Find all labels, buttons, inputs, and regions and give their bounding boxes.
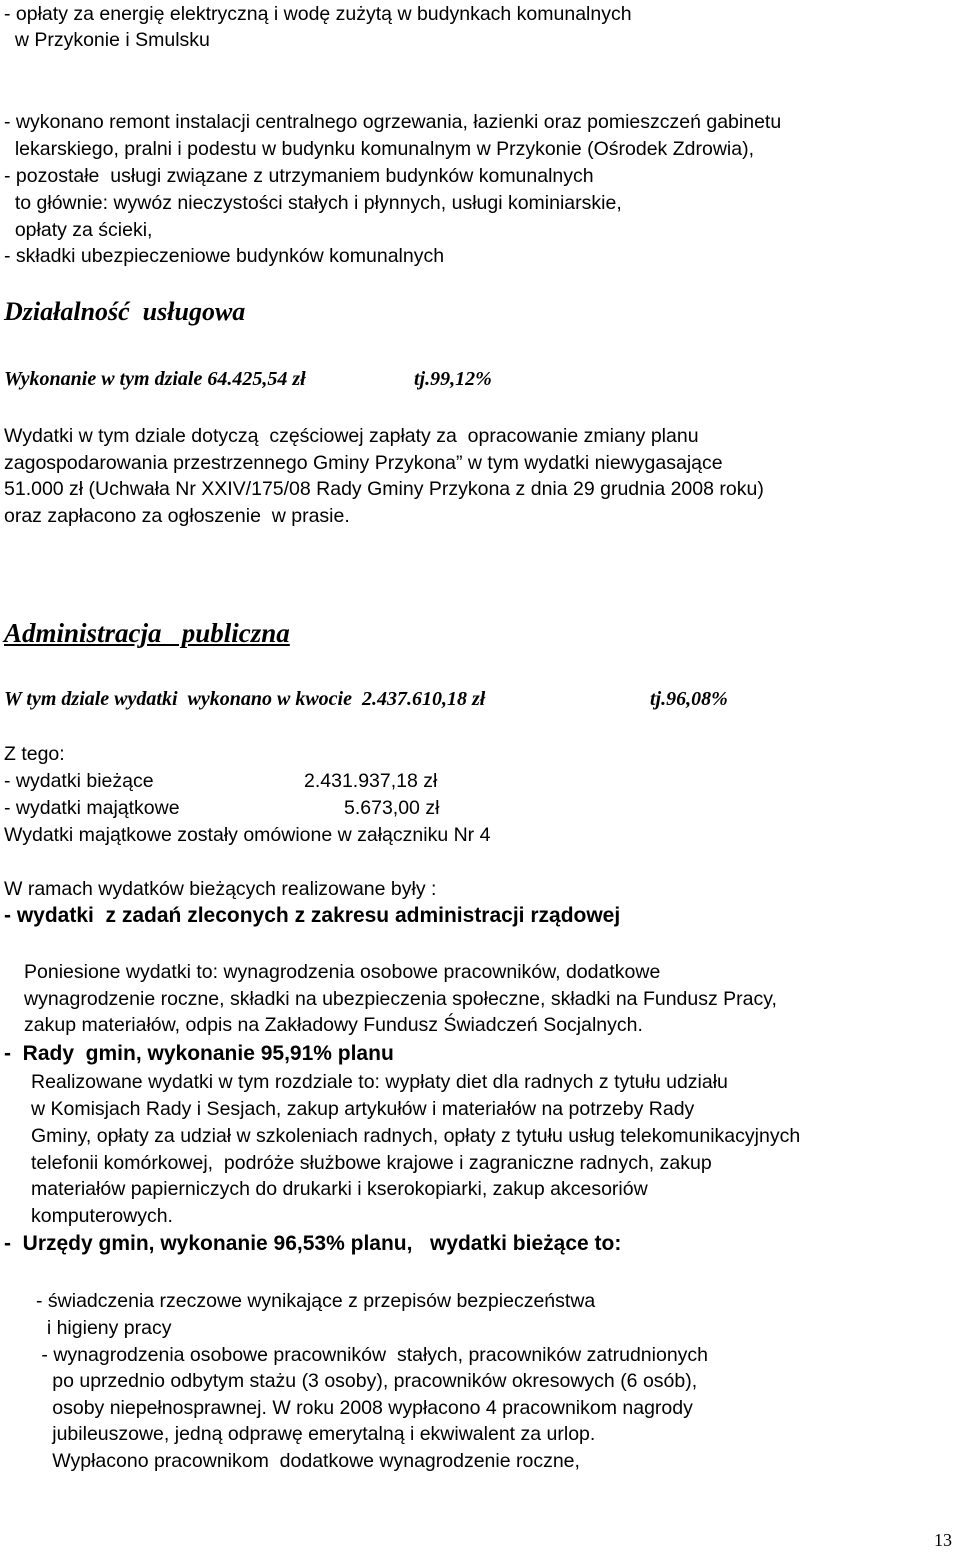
text-line: po uprzednio odbytym stażu (3 osoby), pracowników okresowych (6 osób), xyxy=(36,1370,698,1392)
text-line: Poniesione wydatki to: wynagrodzenia osobowe pracowników, dodatkowe xyxy=(24,961,661,983)
text-line: - świadczenia rzeczowe wynikające z przepisów bezpieczeństwa xyxy=(36,1290,596,1312)
text-line: Wypłacono pracownikom dodatkowe wynagrodzenie roczne, xyxy=(36,1450,580,1472)
text-line: jubileuszowe, jedną odprawę emerytalną i ekwiwalent za urlop. xyxy=(36,1423,596,1445)
expense-label: - wydatki majątkowe xyxy=(4,797,180,819)
expense-label: - wydatki bieżące xyxy=(4,770,154,792)
text-line: w Przykonie i Smulsku xyxy=(4,29,210,51)
text-line: oraz zapłacono za ogłoszenie w prasie. xyxy=(4,505,350,527)
text-line: zagospodarowania przestrzennego Gminy Przykona” w tym wydatki niewygasające xyxy=(4,452,723,474)
text-line: - pozostałe usługi związane z utrzymaniem budynków komunalnych xyxy=(4,165,594,187)
subsection-heading: - wydatki z zadań zleconych z zakresu administracji rządowej xyxy=(4,904,621,927)
text-line: Wydatki w tym dziale dotyczą częściowej zapłaty za opracowanie zmiany planu xyxy=(4,425,699,447)
text-line: w Komisjach Rady i Sesjach, zakup artykułów i materiałów na potrzeby Rady xyxy=(31,1098,695,1120)
text-line: to głównie: wywóz nieczystości stałych i płynnych, usługi kominiarskie, xyxy=(4,192,622,214)
section-heading: Działalność usługowa xyxy=(4,297,246,326)
text-line: i higieny pracy xyxy=(36,1317,172,1339)
text-line: Realizowane wydatki w tym rozdziale to: wypłaty diet dla radnych z tytułu udziału xyxy=(31,1071,728,1093)
text-line: - opłaty za energię elektryczną i wodę zużytą w budynkach komunalnych xyxy=(4,3,632,25)
expense-value: 5.673,00 zł xyxy=(344,797,440,819)
expense-value: 2.431.937,18 zł xyxy=(304,770,438,792)
text-line: lekarskiego, pralni i podestu w budynku komunalnym w Przykonie (Ośrodek Zdrowia), xyxy=(4,138,754,160)
text-line: komputerowych. xyxy=(31,1205,173,1227)
text-line: - składki ubezpieczeniowe budynków komunalnych xyxy=(4,245,445,267)
text-line: - wynagrodzenia osobowe pracowników stałych, pracowników zatrudnionych xyxy=(36,1344,709,1366)
text-line: Gminy, opłaty za udział w szkoleniach radnych, opłaty z tytułu usług telekomunikacyjnych xyxy=(31,1125,801,1147)
text-line: opłaty za ścieki, xyxy=(4,219,153,241)
text-line: telefonii komórkowej, podróże służbowe krajowe i zagraniczne radnych, zakup xyxy=(31,1152,712,1174)
text-line: osoby niepełnosprawnej. W roku 2008 wypłacono 4 pracownikom nagrody xyxy=(36,1397,693,1419)
text-line: Wydatki majątkowe zostały omówione w załączniku Nr 4 xyxy=(4,824,491,846)
text-line: 51.000 zł (Uchwała Nr XXIV/175/08 Rady Gminy Przykona z dnia 29 grudnia 2008 roku) xyxy=(4,478,764,500)
subsection-heading: - Rady gmin, wykonanie 95,91% planu xyxy=(4,1042,394,1065)
text-line: wynagrodzenie roczne, składki na ubezpieczenia społeczne, składki na Fundusz Pracy, xyxy=(24,988,777,1010)
text-line: zakup materiałów, odpis na Zakładowy Fundusz Świadczeń Socjalnych. xyxy=(24,1014,643,1036)
page-number: 13 xyxy=(934,1530,952,1550)
text-line: materiałów papierniczych do drukarki i kserokopiarki, zakup akcesoriów xyxy=(31,1178,648,1200)
text-line: - wykonano remont instalacji centralnego ogrzewania, łazienki oraz pomieszczeń gabinetu xyxy=(4,111,782,133)
subsection-heading: - Urzędy gmin, wykonanie 96,53% planu, wydatki bieżące to: xyxy=(4,1232,622,1255)
section-heading: Administracja publiczna xyxy=(4,618,290,648)
execution-label: Wykonanie w tym dziale 64.425,54 zł xyxy=(4,368,306,390)
summary-pct: tj.96,08% xyxy=(650,688,728,710)
text-line: Z tego: xyxy=(4,743,65,765)
summary-label: W tym dziale wydatki wykonano w kwocie 2.437.610,18 zł xyxy=(4,688,486,710)
execution-pct: tj.99,12% xyxy=(414,368,492,390)
text-line: W ramach wydatków bieżących realizowane były : xyxy=(4,878,437,900)
